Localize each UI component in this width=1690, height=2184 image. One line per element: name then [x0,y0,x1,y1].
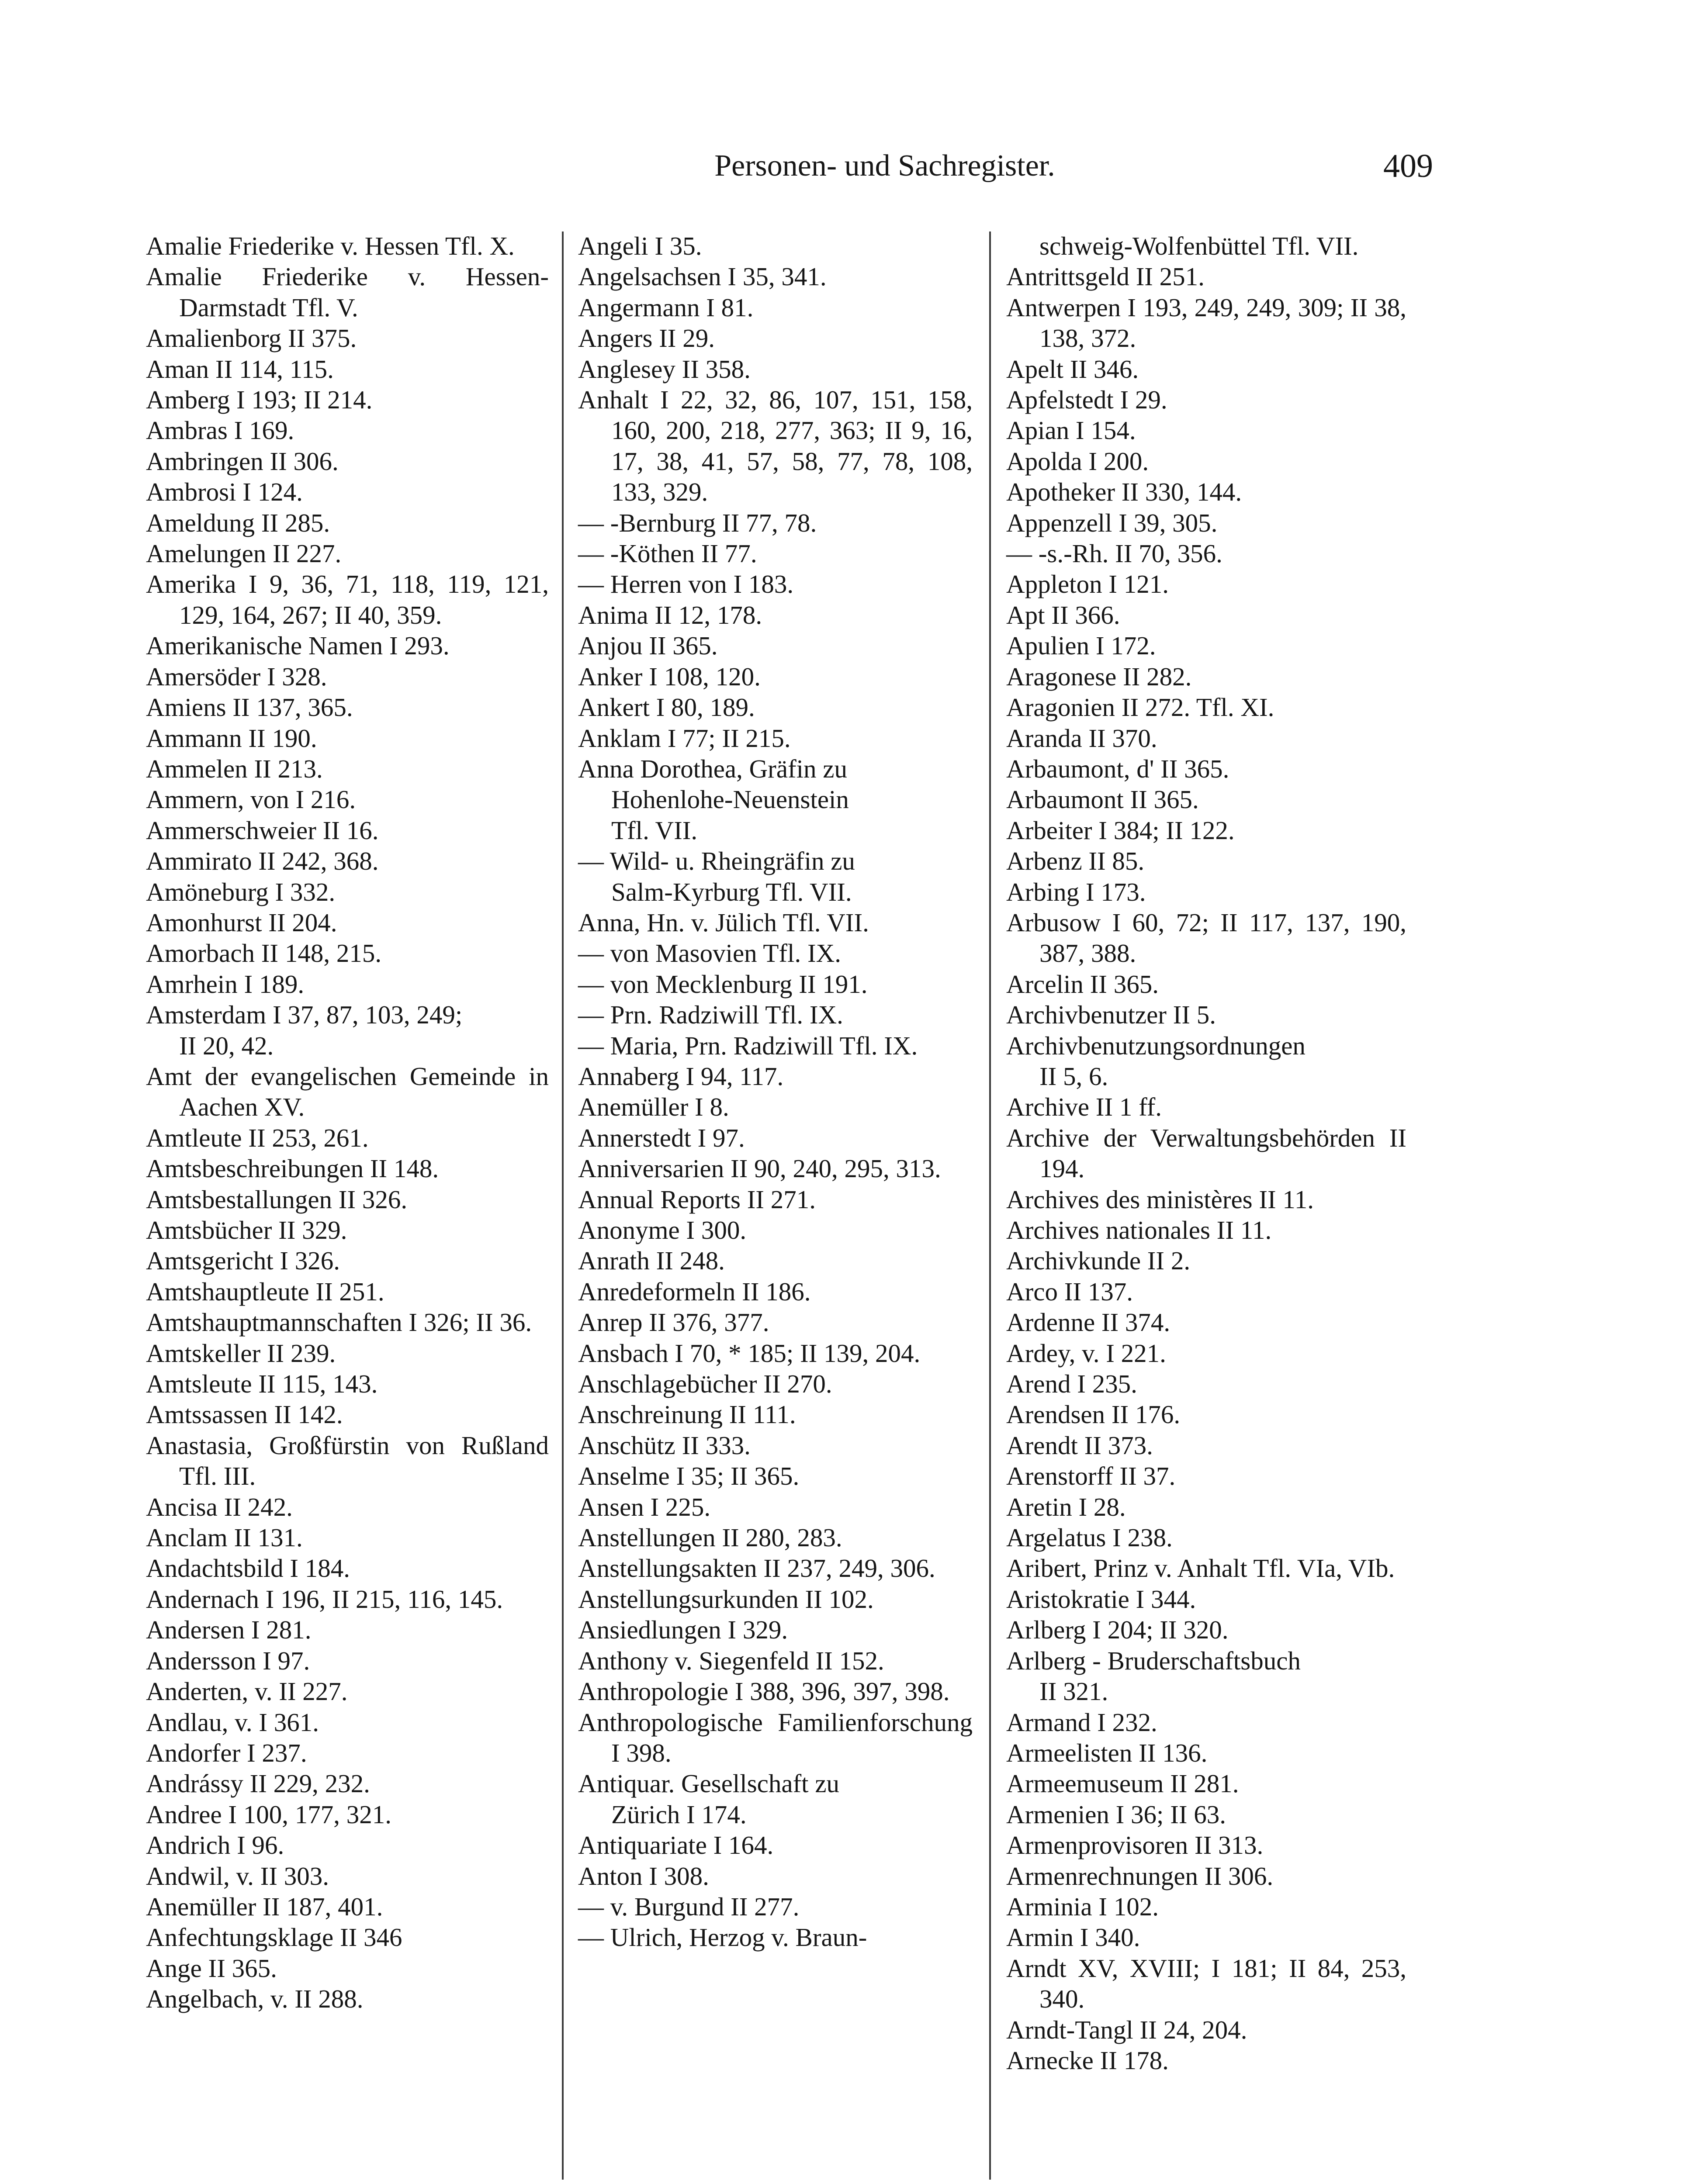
index-entry: Anstellungsurkunden II 102. [578,1584,874,1614]
index-entry: Amonhurst II 204. [146,908,337,937]
index-entry: Anschreinung II 111. [578,1400,796,1429]
index-entry: Amalienborg II 375. [146,324,357,353]
index-entry: Apfelstedt I 29. [1006,385,1167,415]
index-entry: Amtskeller II 239. [146,1338,336,1368]
index-entry: Ancisa II 242. [146,1492,293,1521]
index-entry: Ankert I 80, 189. [578,693,755,722]
index-entry: Anemüller I 8. [578,1092,729,1122]
index-entry: Appenzell I 39, 305. [1006,508,1218,537]
index-entry: Arbusow I 60, 72; II 117, 137, 190, 387, 388. [1006,908,1406,968]
index-entry: Amtshauptmannschaften I 326; II 36. [146,1308,532,1337]
index-entry-continuation: Salm-Kyrburg Tfl. VII. [611,877,852,906]
index-entry: Ambrosi I 124. [146,477,303,507]
index-entry: Ambringen II 306. [146,446,339,476]
index-entry: Anklam I 77; II 215. [578,723,791,753]
index-entry: Andwil, v. II 303. [146,1861,329,1890]
index-entry: Arlberg I 204; II 320. [1006,1615,1229,1645]
index-entry: Amtsleute II 115, 143. [146,1369,378,1399]
index-entry: Amtshauptleute II 251. [146,1277,384,1306]
index-entry: Anemüller II 187, 401. [146,1892,383,1921]
index-entry: Amalie Friederike v. Hessen Tfl. X. [146,232,515,260]
index-entry: Anderten, v. II 227. [146,1677,348,1706]
index-entry: Amelungen II 227. [146,539,342,568]
index-entry: — -Köthen II 77. [578,539,757,568]
index-entry: Archive II 1 ff. [1006,1092,1162,1122]
index-entry: Aranda II 370. [1006,723,1157,753]
index-entry: Anker I 108, 120. [578,662,761,691]
index-entry: Ammelen II 213. [146,754,323,783]
index-entry: Ardenne II 374. [1006,1308,1171,1337]
index-entry: Anniversarien II 90, 240, 295, 313. [578,1154,941,1183]
index-entry: Armenprovisoren II 313. [1006,1831,1264,1860]
index-entry: Anschlagebücher II 270. [578,1369,832,1399]
index-entry: Archivkunde II 2. [1006,1246,1191,1275]
index-entry: Aristokratie I 344. [1006,1584,1196,1614]
index-entry-continuation: Zürich I 174. [611,1800,747,1829]
index-entry: Aribert, Prinz v. Anhalt Tfl. VIa, VIb. [1006,1554,1395,1583]
index-entry: Anjou II 365. [578,631,718,660]
index-entry: Arbenz II 85. [1006,847,1145,876]
index-entry: Amorbach II 148, 215. [146,939,382,968]
index-entry: Arndt XV, XVIII; I 181; II 84, 253, 340. [1006,1953,1406,2014]
index-entry: Andersson I 97. [146,1646,310,1675]
index-entry: Arndt-Tangl II 24, 204. [1006,2015,1247,2044]
index-entry-continuation: Tfl. VII. [611,816,698,845]
index-entry: Anschütz II 333. [578,1431,751,1460]
index-entry: Ammirato II 242, 368. [146,847,379,876]
index-entry: Anstellungsakten II 237, 249, 306. [578,1554,935,1583]
index-entry: Armenrechnungen II 306. [1006,1861,1274,1890]
index-entry: Ansen I 225. [578,1492,711,1521]
index-entry: Ammerschweier II 16. [146,816,379,845]
index-entry: Arenstorff II 37. [1006,1462,1176,1491]
index-entry: Anthropologie I 388, 396, 397, 398. [578,1677,950,1706]
index-entry: Angers II 29. [578,324,715,353]
index-entry: Apolda I 200. [1006,446,1149,476]
index-entry: Angelsachsen I 35, 341. [578,262,827,291]
index-entry: Andernach I 196, II 215, 116, 145. [146,1584,503,1614]
index-entry: Anhalt I 22, 32, 86, 107, 151, 158, 160, 200, 218, 277, 363; II 9, 16, 17, 38, 41, 57, 58, 77, 78, 108, 133, 329. [578,385,973,507]
index-entry: Anrep II 376, 377. [578,1308,769,1337]
index-entry: Amtsbücher II 329. [146,1216,347,1244]
index-entry: Amtssassen II 142. [146,1400,343,1429]
index-entry: — von Masovien Tfl. IX. [578,939,841,968]
index-entry: Anclam II 131. [146,1523,303,1552]
index-entry-continuation: Hohenlohe-Neuenstein [611,785,849,814]
index-entry: Arcelin II 365. [1006,969,1159,999]
index-entry: Andrássy II 229, 232. [146,1769,370,1798]
index-entry: Arco II 137. [1006,1277,1133,1306]
index-entry: Apian I 154. [1006,416,1136,445]
index-entry: Angelbach, v. II 288. [146,1984,364,2014]
index-entry: Ansbach I 70, * 185; II 139, 204. [578,1338,921,1368]
index-entry: Andrich I 96. [146,1831,284,1860]
index-entry: Archivbenutzer II 5. [1006,1000,1216,1030]
index-column-3 [1006,231,1406,2076]
index-entry: — v. Burgund II 277. [578,1892,800,1921]
index-entry: — von Mecklenburg II 191. [578,969,868,999]
index-entry: Apotheker II 330, 144. [1006,477,1242,507]
index-column-2 [578,231,973,1953]
index-entry: — Maria, Prn. Radziwill Tfl. IX. [578,1031,918,1060]
index-entry: Angeli I 35. [578,232,702,260]
index-entry: Amiens II 137, 365. [146,693,353,722]
index-entry: Aretin I 28. [1006,1492,1126,1521]
index-entry: Aragonien II 272. Tfl. XI. [1006,693,1274,722]
index-entry: Arendt II 373. [1006,1431,1153,1460]
index-entry: Archives des ministères II 11. [1006,1185,1314,1214]
index-entry-continuation: schweig-Wolfenbüttel Tfl. VII. [1039,232,1359,260]
index-entry: Amtleute II 253, 261. [146,1123,369,1152]
index-entry: Armenien I 36; II 63. [1006,1800,1226,1829]
index-entry: Ambras I 169. [146,416,294,445]
index-entry: Aragonese II 282. [1006,662,1192,691]
index-entry: Andlau, v. I 361. [146,1707,319,1737]
index-entry: Andersen I 281. [146,1615,312,1645]
index-entry: Amtsbeschreibungen II 148. [146,1154,439,1183]
page-header [0,144,1690,192]
index-entry: Annual Reports II 271. [578,1185,816,1214]
index-entry: Anstellungen II 280, 283. [578,1523,842,1552]
index-entry: Apelt II 346. [1006,354,1139,384]
index-entry: Ange II 365. [146,1953,277,1983]
index-entry-continuation: II 20, 42. [179,1031,274,1060]
index-entry: Anton I 308. [578,1861,709,1890]
index-entry: Archives nationales II 11. [1006,1216,1272,1244]
index-entry: Appleton I 121. [1006,570,1169,599]
index-entry: — -s.-Rh. II 70, 356. [1006,539,1222,568]
page-number: 409 [1383,148,1433,184]
index-entry: Arbeiter I 384; II 122. [1006,816,1235,845]
index-entry: Anima II 12, 178. [578,600,762,629]
index-entry-continuation: II 321. [1039,1677,1108,1706]
index-entry: Ameldung II 285. [146,508,330,537]
index-entry: Andree I 100, 177, 321. [146,1800,392,1829]
index-entry: Anastasia, Großfürstin von Rußland Tfl. III. [146,1431,549,1491]
column-divider-1 [562,232,564,2180]
index-entry: Amberg I 193; II 214. [146,385,373,415]
index-entry: Anna, Hn. v. Jülich Tfl. VII. [578,908,869,937]
index-entry: Archive der Verwaltungsbehörden II 194. [1006,1123,1406,1183]
index-entry: Arbing I 173. [1006,877,1146,906]
index-entry: Arminia I 102. [1006,1892,1159,1921]
index-entry: — Prn. Radziwill Tfl. IX. [578,1000,843,1030]
index-entry: Ammann II 190. [146,723,317,753]
index-entry: Aman II 114, 115. [146,354,334,384]
index-entry: Antwerpen I 193, 249, 249, 309; II 38, 138, 372. [1006,293,1406,353]
index-entry: Amöneburg I 332. [146,877,336,906]
index-entry: Armin I 340. [1006,1923,1140,1952]
index-entry: Ardey, v. I 221. [1006,1338,1166,1368]
index-entry: Amerikanische Namen I 293. [146,631,450,660]
index-entry: Arbaumont, d' II 365. [1006,754,1229,783]
index-entry: Amtsgericht I 326. [146,1246,340,1275]
index-entry: Amrhein I 189. [146,969,305,999]
index-entry: Anglesey II 358. [578,354,751,384]
index-entry: Arbaumont II 365. [1006,785,1199,814]
index-entry: — Herren von I 183. [578,570,794,599]
index-entry: Angermann I 81. [578,293,754,322]
index-entry: Annaberg I 94, 117. [578,1061,784,1091]
index-entry: Argelatus I 238. [1006,1523,1173,1552]
index-entry: Andorfer I 237. [146,1738,307,1767]
index-entry: Annerstedt I 97. [578,1123,745,1152]
index-entry: Anselme I 35; II 365. [578,1462,800,1491]
index-entry: Arnecke II 178. [1006,2046,1169,2075]
index-entry: Anna Dorothea, Gräfin zu [578,754,847,783]
index-entry: Ansiedlungen I 329. [578,1615,788,1645]
index-entry: Armeelisten II 136. [1006,1738,1208,1767]
index-entry-continuation: II 5, 6. [1039,1061,1108,1091]
index-column-1 [146,231,549,2015]
index-entry: Amerika I 9, 36, 71, 118, 119, 121, 129, 164, 267; II 40, 359. [146,570,549,629]
index-entry: Anthropologische Familienforschung I 398. [578,1707,973,1767]
index-entry: Arendsen II 176. [1006,1400,1181,1429]
index-entry: Amt der evangelischen Gemeinde in Aachen XV. [146,1061,549,1122]
index-entry: Anfechtungsklage II 346 [146,1923,402,1952]
index-entry: Apulien I 172. [1006,631,1156,660]
index-entry: Armand I 232. [1006,1707,1157,1737]
index-entry: Amalie Friederike v. Hessen-Darmstadt Tfl. V. [146,262,549,322]
index-entry: Antiquar. Gesellschaft zu [578,1769,840,1798]
column-divider-2 [989,232,991,2180]
index-entry: Amersöder I 328. [146,662,327,691]
index-entry: Anthony v. Siegenfeld II 152. [578,1646,884,1675]
index-entry: Anredeformeln II 186. [578,1277,811,1306]
running-title: Personen- und Sachregister. [714,149,1055,183]
index-entry: Antrittsgeld II 251. [1006,262,1205,291]
index-entry: Anrath II 248. [578,1246,725,1275]
index-entry: Amsterdam I 37, 87, 103, 249; [146,1000,463,1030]
index-entry: Andachtsbild I 184. [146,1554,350,1583]
index-entry: — Wild- u. Rheingräfin zu [578,847,855,876]
index-entry: Apt II 366. [1006,600,1120,629]
index-entry: Anonyme I 300. [578,1216,747,1244]
index-entry: Archivbenutzungsordnungen [1006,1031,1306,1060]
index-entry: — Ulrich, Herzog v. Braun- [578,1923,867,1952]
index-entry: — -Bernburg II 77, 78. [578,508,817,537]
index-entry: Armeemuseum II 281. [1006,1769,1239,1798]
index-entry: Arlberg - Bruderschaftsbuch [1006,1646,1301,1675]
index-entry: Antiquariate I 164. [578,1831,774,1860]
index-entry: Ammern, von I 216. [146,785,356,814]
index-entry: Amtsbestallungen II 326. [146,1185,408,1214]
index-entry: Arend I 235. [1006,1369,1137,1399]
